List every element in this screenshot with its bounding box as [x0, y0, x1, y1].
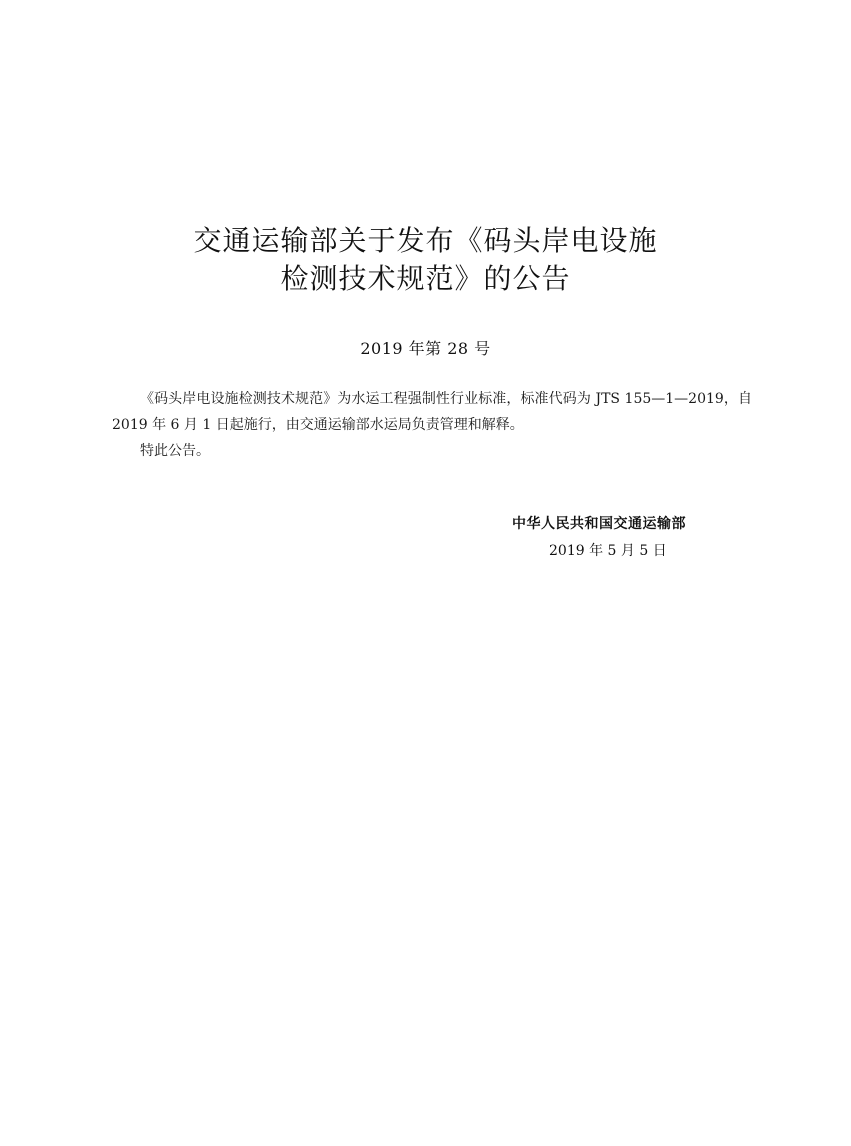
title-line-2: 检测技术规范》的公告	[280, 262, 571, 295]
issuer-name: 中华人民共和国交通运输部	[512, 516, 686, 532]
announcement-title	[0, 222, 851, 298]
body-paragraph-1: 《码头岸电设施检测技术规范》为水运工程强制性行业标准，标准代码为 JTS 155—1—2019，自 2019 年 6 月 1 日起施行，由交通运输部水运局负责管理和解释。	[112, 391, 752, 433]
document-number: 2019 年第 28 号	[360, 339, 491, 358]
title-line-1: 交通运输部关于发布《码头岸电设施	[193, 224, 658, 257]
issue-date: 2019 年 5 月 5 日	[549, 543, 667, 559]
announcement-body	[112, 386, 752, 464]
body-paragraph-2: 特此公告。	[140, 443, 210, 459]
